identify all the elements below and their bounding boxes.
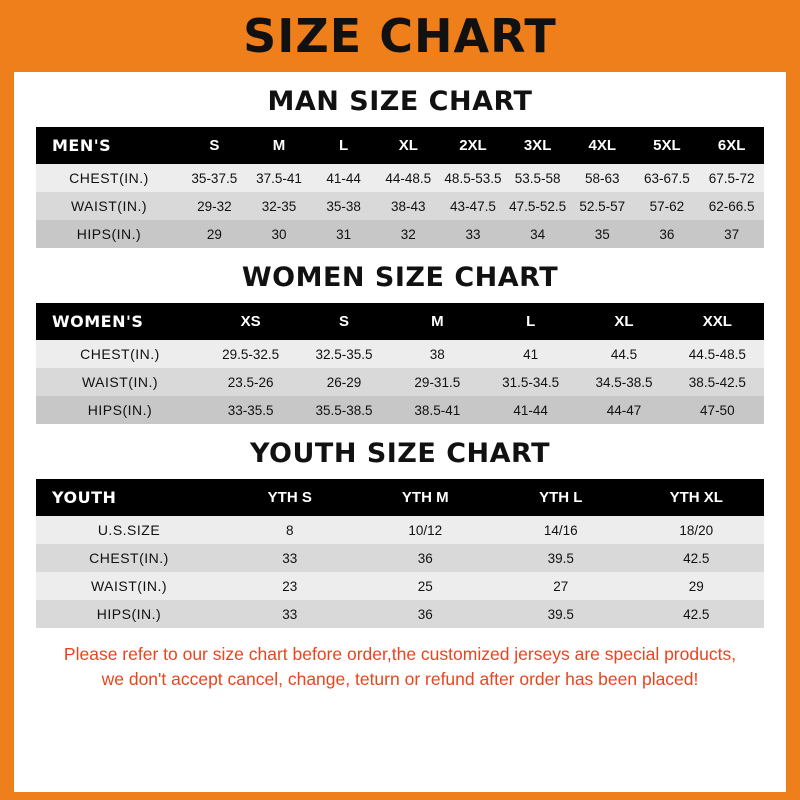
section-title-youth: YOUTH SIZE CHART [249, 438, 551, 469]
column-header: M [431, 313, 444, 330]
row-header: HIPS(IN.) [96, 606, 162, 622]
column-header: 4XL [588, 137, 617, 154]
section-youth [14, 438, 786, 628]
cell: 42.5 [683, 606, 710, 622]
cell: 8 [285, 522, 294, 538]
cell: 31 [336, 226, 352, 242]
table-man [36, 127, 764, 248]
cell: 23.5-26 [227, 374, 274, 390]
column-header: S [338, 313, 349, 330]
cell: 53.5-58 [514, 170, 561, 186]
banner [0, 0, 800, 72]
column-header: YTH L [539, 489, 583, 506]
cell: 36 [417, 550, 433, 566]
column-header: XS [240, 313, 261, 330]
cell: 35-37.5 [191, 170, 238, 186]
column-header: L [526, 313, 536, 330]
table-row [36, 368, 764, 396]
cell: 35-38 [326, 198, 361, 214]
cell: 41-44 [513, 402, 548, 418]
cell: 62-66.5 [708, 198, 755, 214]
cell: 39.5 [547, 550, 574, 566]
column-header: 5XL [653, 137, 681, 154]
cell: 10/12 [408, 522, 443, 538]
cell: 25 [417, 578, 433, 594]
cell: 57-62 [649, 198, 685, 214]
column-header: M [272, 137, 286, 154]
table-row [36, 600, 764, 628]
row-header: CHEST(IN.) [80, 346, 160, 362]
cell: 14/16 [543, 522, 578, 538]
cell: 38.5-42.5 [688, 374, 746, 390]
column-header: XL [398, 137, 418, 154]
cell: 34.5-38.5 [595, 374, 653, 390]
cell: 58-63 [585, 170, 620, 186]
cell: 29.5-32.5 [222, 346, 280, 362]
cell: 44.5 [610, 346, 638, 362]
table-row [36, 516, 764, 544]
cell: 36 [417, 606, 433, 622]
cell: 33 [282, 606, 298, 622]
column-header: XXL [702, 313, 732, 330]
cell: 37 [724, 226, 740, 242]
cell: 30 [271, 226, 287, 242]
cell: 63-67.5 [644, 170, 690, 186]
column-header: XL [614, 313, 634, 330]
column-header: S [209, 137, 220, 154]
cell: 29 [688, 578, 704, 594]
section-title-man: MAN SIZE CHART [267, 86, 533, 117]
cell: 39.5 [547, 606, 574, 622]
table-man-head [36, 127, 764, 164]
cell: 31.5-34.5 [502, 374, 560, 390]
row-header: HIPS(IN.) [76, 226, 142, 242]
column-header: YTH M [401, 489, 449, 506]
table-man-body [36, 164, 764, 248]
cell: 32.5-35.5 [315, 346, 373, 362]
table-youth [36, 479, 764, 628]
cell: 29 [206, 226, 222, 242]
cell: 33-35.5 [227, 402, 274, 418]
notice-text [14, 642, 786, 693]
row-header: CHEST(IN.) [69, 170, 149, 186]
section-women [14, 262, 786, 424]
cell: 23 [282, 578, 298, 594]
cell: 26-29 [326, 374, 362, 390]
column-header: 2XL [459, 137, 487, 154]
cell: 44-47 [606, 402, 642, 418]
cell: 44-48.5 [385, 170, 432, 186]
table-youth-body [36, 516, 764, 628]
notice-line-1: Please refer to our size chart before order,the customized jerseys are special products, [63, 644, 737, 664]
section-man [14, 86, 786, 248]
table-youth-head [36, 479, 764, 516]
row-header: CHEST(IN.) [89, 550, 169, 566]
column-header: L [339, 137, 349, 154]
cell: 34 [530, 226, 546, 242]
column-header: MEN'S [52, 136, 112, 155]
cell: 29-32 [197, 198, 232, 214]
cell: 48.5-53.5 [444, 170, 502, 186]
table-row [36, 127, 764, 164]
table-row [36, 303, 764, 340]
cell: 36 [659, 226, 675, 242]
row-header: WAIST(IN.) [90, 578, 168, 594]
cell: 67.5-72 [708, 170, 755, 186]
table-row [36, 220, 764, 248]
cell: 52.5-57 [579, 198, 626, 214]
table-women [36, 303, 764, 424]
table-row [36, 164, 764, 192]
column-header: WOMEN'S [52, 312, 144, 331]
row-header: HIPS(IN.) [87, 402, 153, 418]
cell: 32-35 [261, 198, 297, 214]
table-row [36, 396, 764, 424]
column-header: 6XL [717, 137, 746, 154]
cell: 41 [523, 346, 539, 362]
cell: 38-43 [391, 198, 426, 214]
cell: 33 [465, 226, 481, 242]
table-row [36, 192, 764, 220]
row-header: WAIST(IN.) [70, 198, 148, 214]
table-row [36, 340, 764, 368]
column-header: YTH S [267, 489, 312, 506]
table-women-body [36, 340, 764, 424]
cell: 29-31.5 [414, 374, 461, 390]
row-header: U.S.SIZE [97, 522, 161, 538]
cell: 42.5 [683, 550, 710, 566]
cell: 47-50 [700, 402, 735, 418]
cell: 33 [282, 550, 298, 566]
cell: 38.5-41 [414, 402, 461, 418]
table-row [36, 544, 764, 572]
row-header: WAIST(IN.) [81, 374, 159, 390]
cell: 47.5-52.5 [509, 198, 567, 214]
cell: 35 [594, 226, 610, 242]
section-title-women: WOMEN SIZE CHART [241, 262, 559, 293]
column-header: 3XL [523, 137, 552, 154]
cell: 43-47.5 [450, 198, 496, 214]
cell: 32 [400, 226, 416, 242]
cell: 27 [553, 578, 569, 594]
table-women-head [36, 303, 764, 340]
notice-line-2: we don't accept cancel, change, teturn or refund after order has been placed! [101, 669, 699, 690]
cell: 35.5-38.5 [315, 402, 373, 418]
cell: 18/20 [679, 522, 714, 538]
table-row [36, 572, 764, 600]
banner-title: SIZE CHART [243, 9, 557, 63]
table-row [36, 479, 764, 516]
column-header: YOUTH [52, 488, 117, 507]
cell: 38 [429, 346, 445, 362]
column-header: YTH XL [669, 489, 723, 506]
bottom-accent-bar [0, 792, 800, 800]
cell: 44.5-48.5 [688, 346, 746, 362]
cell: 37.5-41 [256, 170, 302, 186]
cell: 41-44 [326, 170, 361, 186]
